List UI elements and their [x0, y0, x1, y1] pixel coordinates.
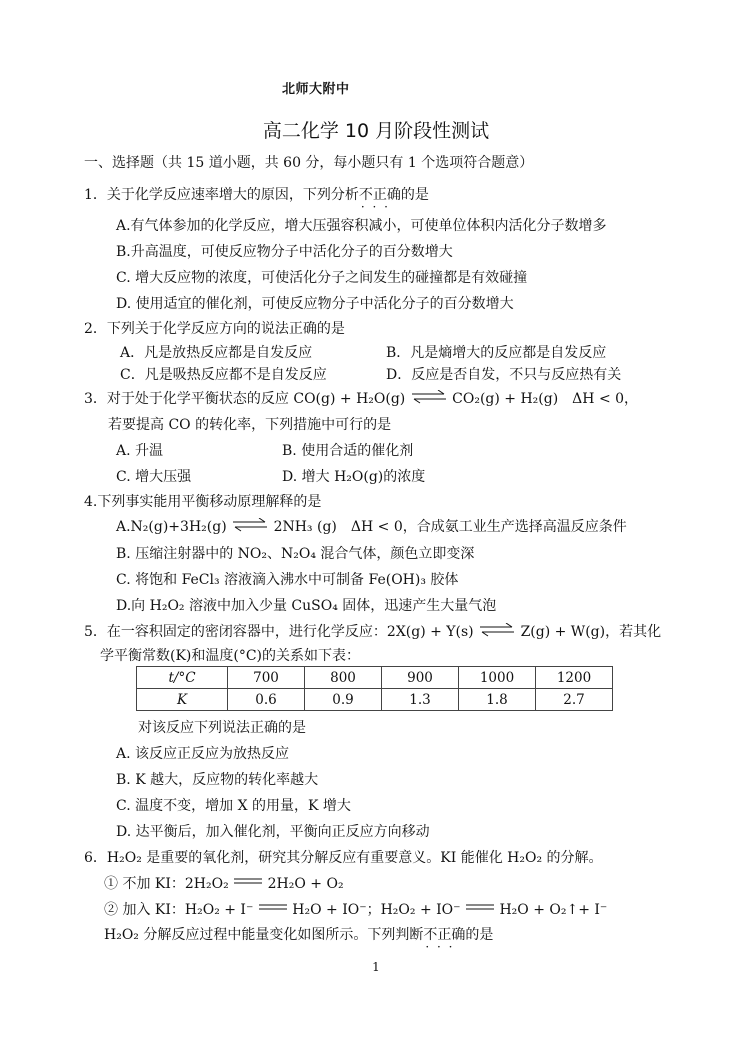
table-cell: 1200: [536, 667, 613, 689]
q6-item-2-a: ② 加入 KI：H₂O₂ + I⁻: [104, 902, 254, 918]
q6-item-2: [104, 899, 607, 919]
table-cell: 0.6: [228, 689, 305, 711]
q6-emphasis: 不正确 · · ·: [423, 927, 465, 943]
table-cell: 900: [382, 667, 459, 689]
equilibrium-arrow-icon: [410, 394, 448, 404]
equilibrium-arrow-icon: [478, 627, 516, 637]
double-line-equals-icon: [233, 879, 263, 889]
q1-option-a: A.有气体参加的化学反应，增大压强容积减小，可使单位体积内活化分子数增多: [116, 218, 607, 234]
question-1-stem: [84, 184, 429, 204]
table-cell: 1.8: [459, 689, 536, 711]
table-cell: 700: [228, 667, 305, 689]
page-title: 高二化学 10 月阶段性测试: [262, 120, 490, 142]
question-4-stem: 4.下列事实能用平衡移动原理解释的是: [84, 494, 322, 510]
q5-option-b: B. K 越大，反应物的转化率越大: [116, 772, 319, 788]
question-5-stem: [84, 621, 661, 641]
table-row: [137, 667, 613, 689]
q5-stem-b: Z(g) + W(g)，若其化: [520, 624, 662, 640]
q3-option-a: A. 升温: [116, 443, 164, 459]
q1-stem-a: 1．关于化学反应速率增大的原因，下列分析: [84, 187, 359, 203]
q4-option-a-part2: 2NH₃ (g) ΔH < 0，合成氨工业生产选择高温反应条件: [273, 519, 627, 535]
q3-stem-b: CO₂(g) + H₂(g) ΔH < 0，: [452, 391, 639, 407]
q5-option-c: C. 温度不变，增加 X 的用量，K 增大: [116, 798, 351, 814]
question-2-stem: 2．下列关于化学反应方向的说法正确的是: [84, 321, 345, 337]
q4-option-a-part1: A.N₂(g)+3H₂(g): [116, 519, 227, 535]
q6-last-a: H₂O₂ 分解反应过程中能量变化如图所示。下列判断: [104, 927, 424, 943]
table-row: [137, 689, 613, 711]
double-line-equals-icon: [465, 905, 495, 915]
q3-stem-2: 若要提高 CO 的转化率，下列措施中可行的是: [108, 417, 392, 433]
table-cell: 1.3: [382, 689, 459, 711]
q4-option-d: D.向 H₂O₂ 溶液中加入少量 CuSO₄ 固体，迅速产生大量气泡: [116, 598, 497, 614]
table-cell: 0.9: [305, 689, 382, 711]
double-line-equals-icon: [258, 905, 288, 915]
q2-option-a: A．凡是放热反应都是自发反应: [120, 345, 313, 361]
q4-option-a: [116, 516, 627, 536]
q4-option-b: B. 压缩注射器中的 NO₂、N₂O₄ 混合气体，颜色立即变深: [116, 546, 475, 562]
question-6-stem: 6．H₂O₂ 是重要的氧化剂，研究其分解反应有重要意义。KI 能催化 H₂O₂ 的分解。: [84, 850, 603, 866]
table-cell: t/°C: [137, 667, 228, 689]
q1-option-c: C. 增大反应物的浓度，可使活化分子之间发生的碰撞都是有效碰撞: [116, 270, 528, 286]
q2-option-b: B．凡是熵增大的反应都是自发反应: [386, 345, 607, 361]
q5-option-a: A. 该反应正反应为放热反应: [116, 746, 290, 762]
q6-item-1: [104, 873, 344, 893]
q1-option-d: D. 使用适宜的催化剂，可使反应物分子中活化分子的百分数增大: [116, 296, 514, 312]
q6-last-line: [104, 924, 493, 944]
q2-option-d: D．反应是否自发，不只与反应热有关: [386, 367, 622, 383]
q6-item-2-c: H₂O + O₂↑+ I⁻: [499, 902, 608, 918]
q6-item-1-b: 2H₂O + O₂: [267, 876, 344, 892]
q5-stem-2: 学平衡常数(K)和温度(°C)的关系如下表：: [100, 648, 361, 664]
question-3-stem: [84, 388, 638, 408]
q3-option-b: B. 使用合适的催化剂: [282, 443, 414, 459]
q2-option-c: C．凡是吸热反应都不是自发反应: [120, 367, 327, 383]
q3-stem-a: 3．对于处于化学平衡状态的反应 CO(g) + H₂O(g): [84, 391, 406, 407]
q5-stem-3: 对该反应下列说法正确的是: [138, 720, 306, 736]
table-cell: 2.7: [536, 689, 613, 711]
q6-item-1-a: ① 不加 KI：2H₂O₂: [104, 876, 229, 892]
q1-option-b: B.升高温度，可使反应物分子中活化分子的百分数增大: [116, 244, 453, 260]
table-cell: 1000: [459, 667, 536, 689]
q6-last-b: 的是: [465, 927, 494, 943]
table-cell: K: [137, 689, 228, 711]
q6-item-2-b: H₂O + IO⁻；H₂O₂ + IO⁻: [292, 902, 461, 918]
section-heading: 一、选择题（共 15 道小题，共 60 分，每小题只有 1 个选项符合题意）: [84, 155, 534, 171]
equilibrium-arrow-icon: [231, 522, 269, 532]
equilibrium-constant-table: [136, 666, 613, 711]
q4-option-c: C. 将饱和 FeCl₃ 溶液滴入沸水中可制备 Fe(OH)₃ 胶体: [116, 572, 459, 588]
table-cell: 800: [305, 667, 382, 689]
school-name: 北师大附中: [282, 82, 350, 97]
q3-option-c: C. 增大压强: [116, 469, 192, 485]
q3-option-d: D. 增大 H₂O(g)的浓度: [282, 469, 426, 485]
q1-stem-b: 的是: [400, 187, 429, 203]
q5-option-d: D. 达平衡后，加入催化剂，平衡向正反应方向移动: [116, 824, 430, 840]
page-number: 1: [372, 960, 380, 974]
q5-stem-a: 5．在一容积固定的密闭容器中，进行化学反应：2X(g) + Y(s): [84, 624, 474, 640]
q1-emphasis: 不正确 · · ·: [359, 187, 401, 203]
